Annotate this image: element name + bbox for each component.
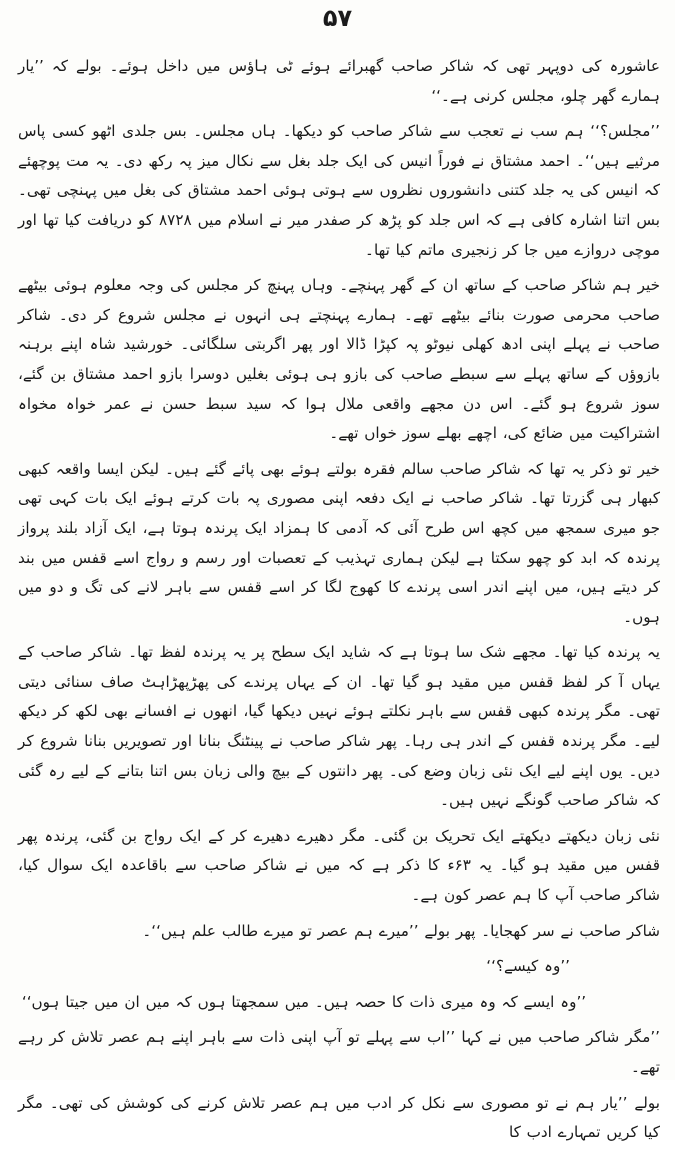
paragraph-new-language: نئی زبان دیکھتے دیکھتے ایک تحریک بن گئی۔ مگر دھیرے دھیرے کر کے ایک رواج بن گئی، پرندہ پھر قفس میں مقید ہو گیا۔ یہ ۶۳ء کا ذکر ہے کہ میں نے شاکر صاحب سے باقاعدہ ایک سوال کیا، شاکر صاحب آپ کا ہم عصر کون ہے۔ (18, 826, 660, 905)
paragraph-majlis-question: ’’مجلس؟‘‘ ہم سب نے تعجب سے شاکر صاحب کو دیکھا۔ ہاں مجلس۔ بس جلدی اٹھو کسی پاس مرثیے ہیں‘‘۔ احمد مشتاق نے فوراً انیس کی ایک جلد بغل سے نکال میز پہ رکھ دی۔ یہ مت پوچھئے کہ انیس کی یہ جلد کتنی دانشوروں نظروں سے ہوتی ہوئی احمد مشتاق کی بغل میں پہنچی تھی۔ بس اتنا اشارہ کافی ہے کہ اس جلد کو پڑھ کر صفدر میر نے اسلام میں ۸۷۲۸ کو دریافت کیا تھا اور موچی دروازے میں جا کر زنجیری ماتم کیا تھا۔ (18, 122, 660, 259)
page-body-text (18, 52, 660, 1154)
paragraph-but-shakir: ’’مگر شاکر صاحب میں نے کہا ’’اب سے پہلے تو آپ اپنی ذات سے باہر اپنے ہم عصر تلاش کر رہے تھے۔ (18, 1028, 660, 1076)
paragraph-part-of-self: ’’وہ ایسے کہ وہ میری ذات کا حصہ ہیں۔ میں سمجھتا ہوں کہ میں ان میں جیتا ہوں‘‘ (21, 992, 587, 1011)
paragraph-bird-word: یہ پرندہ کیا تھا۔ مجھے شک سا ہوتا ہے کہ شاید ایک سطح پر یہ پرندہ لفظ تھا۔ شاکر صاحب کے یہاں آ کر لفظ قفس میں مقید ہو گیا تھا۔ ان کے یہاں پرندے کی پھڑپھڑاہٹ صاف سنائی دیتی تھی۔ مگر پرندہ کبھی قفس سے باہر نکلتے ہوئے نہیں دیکھا گیا، انھوں نے افسانے بھی لکھ کر دیکھ لیے۔ مگر پرندہ قفس کے اندر ہی رہا۔ پھر شاکر صاحب نے پینٹنگ بنانا اور تصویریں بنانا شروع کر دیں۔ یوں اپنے لیے ایک نئی زبان وضع کی۔ پھر دانتوں کے بیچ والی زبان بس اتنا بتانے کے لیے رہ گئی کہ شاکر صاحب گونگے نہیں ہیں۔ (18, 643, 660, 810)
paragraph-how-question: ’’وہ کیسے؟‘‘ (486, 957, 570, 976)
paragraph-contemporaries-answer: شاکر صاحب نے سر کھجایا۔ پھر بولے ’’میرے ہم عصر تو میرے طالب علم ہیں‘‘۔ (142, 921, 660, 940)
paragraph-bird-metaphor: خیر تو ذکر یہ تھا کہ شاکر صاحب سالم فقرہ بولتے ہوئے بھی پائے گئے ہیں۔ لیکن ایسا واقعہ کبھی کبھار ہی گزرتا تھا۔ شاکر صاحب نے ایک دفعہ اپنی مصوری پہ بات کرتے ہوئے ایک بات کہی تھی جو میری سمجھ میں کچھ اس طرح آئی کہ آدمی کا ہمزاد ایک پرندہ ہوتا ہے، ایک آزاد بلند پرواز پرندہ کہ ابد کو چھو سکتا ہے لیکن ہماری تہذیب کے تعصبات اور رسم و رواج اسے قفس میں بند کر دیتے ہیں، میں اپنے اندر اسی پرندے کا کھوج لگا کر اسے قفس سے باہر لانے کی تگ و دو میں ہوں۔ (18, 459, 660, 626)
page-number: ۵۷ (322, 4, 353, 32)
paragraph-arrival: عاشورہ کی دوپہر تھی کہ شاکر صاحب گھبرائے ہوئے ٹی ہاؤس میں داخل ہوئے۔ بولے کہ ’’یار ہمارے گھر چلو، مجلس کرنی ہے۔‘‘ (18, 57, 660, 105)
paragraph-majlis-at-home: خیر ہم شاکر صاحب کے ساتھ ان کے گھر پہنچے۔ وہاں پہنچ کر مجلس کی وجہ معلوم ہوئی بیٹھے صاحب محرمی صورت بنائے بیٹھے تھے۔ ہمارے پہنچتے ہی انہوں نے مجلس شروع کر دی۔ شاکر صاحب نے پہلے اپنی ادھ کھلی نیوٹو پہ کپڑا ڈالا اور پھر اگربتی سلگائی۔ خورشید شاہ اپنے برہنہ بازوؤں کے ساتھ پہلے سے سبطے صاحب کی بازو ہی ہوئی بغلیں دوسرا بازو احمد مشتاق بن گئے، سوز شروع ہو گئے۔ اس دن مجھے واقعی ملال ہوا کہ سید سبط حسن نے عمر خواہ مخواہ اشتراکیت میں ضائع کی، اچھے بھلے سوز خواں تھے۔ (18, 276, 660, 443)
paragraph-literature: بولے ’’یار ہم نے تو مصوری سے نکل کر ادب میں ہم عصر تلاش کرنے کی کوشش کی تھی۔ مگر کیا کریں تمہارے ادب کا (18, 1093, 660, 1142)
